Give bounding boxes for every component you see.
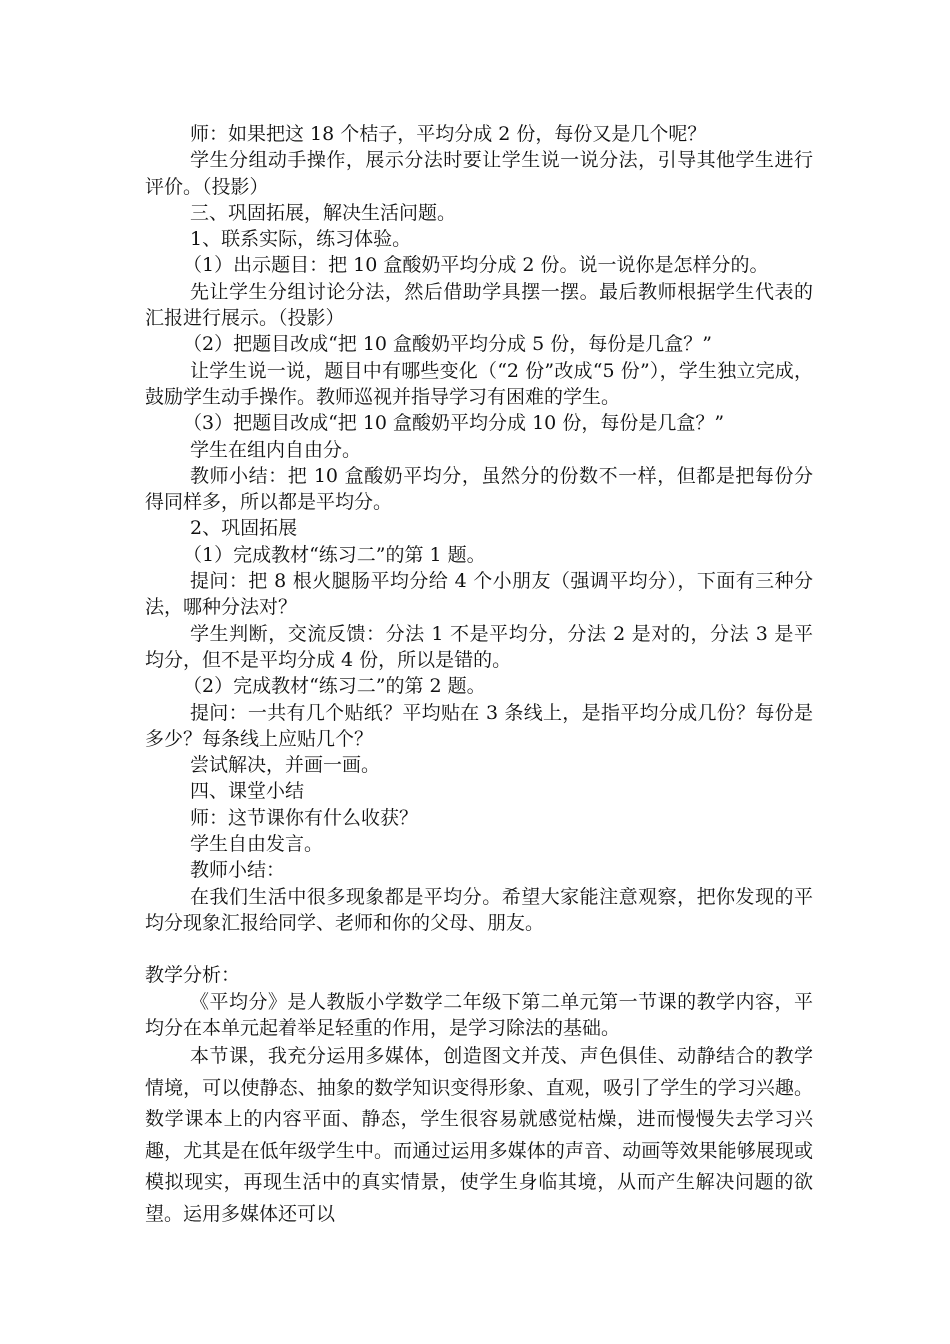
body-paragraph: 师：这节课你有什么收获？	[190, 806, 419, 829]
body-paragraph: （2）把题目改成“把 10 盒酸奶平均分成 5 份，每份是几盒？”	[183, 333, 712, 356]
body-paragraph: （3）把题目改成“把 10 盒酸奶平均分成 10 份，每份是几盒？”	[183, 412, 725, 435]
analysis-paragraph-1: 《平均分》是人教版小学数学二年级下第二单元第一节课的教学内容，平均分在本单元起着举足轻重的作用，是学习除法的基础。	[145, 990, 813, 1039]
body-paragraph: 学生判断，交流反馈：分法 1 不是平均分，分法 2 是对的，分法 3 是平均分，但不是平均分成 4 份，所以是错的。	[145, 622, 813, 671]
body-paragraph: 1、联系实际，练习体验。	[190, 228, 412, 251]
lesson-procedure-section	[145, 121, 813, 936]
body-paragraph: 学生在组内自由分。	[190, 438, 362, 461]
body-paragraph: 在我们生活中很多现象都是平均分。希望大家能注意观察，把你发现的平均分现象汇报给同学、老师和你的父母、朋友。	[145, 885, 813, 934]
body-paragraph: 2、巩固拓展	[190, 517, 298, 540]
body-paragraph: 三、巩固拓展，解决生活问题。	[190, 201, 457, 224]
body-paragraph: （1）出示题目：把 10 盒酸奶平均分成 2 份。说一说你是怎样分的。	[183, 254, 769, 277]
analysis-heading: 教学分析：	[145, 964, 241, 987]
body-paragraph: 学生分组动手操作，展示分法时要让学生说一说分法，引导其他学生进行评价。（投影）	[145, 149, 813, 198]
body-paragraph: 提问：一共有几个贴纸？平均贴在 3 条线上，是指平均分成几份？每份是多少？每条线上应贴几个？	[145, 701, 813, 750]
body-paragraph: 学生自由发言。	[190, 833, 324, 856]
body-paragraph: 教师小结：把 10 盒酸奶平均分，虽然分的份数不一样，但都是把每份分得同样多，所以都是平均分。	[145, 464, 813, 514]
section-gap	[145, 936, 813, 962]
body-paragraph: 教师小结：	[190, 859, 286, 882]
body-paragraph: 师：如果把这 18 个桔子，平均分成 2 份，每份又是几个呢？	[190, 123, 707, 145]
body-paragraph: 先让学生分组讨论分法，然后借助学具摆一摆。最后教师根据学生代表的汇报进行展示。（投影）	[145, 280, 813, 330]
body-paragraph: 四、课堂小结	[190, 780, 305, 803]
body-paragraph: （1）完成教材“练习二”的第 1 题。	[183, 543, 486, 566]
body-paragraph: 尝试解决，并画一画。	[190, 754, 381, 777]
document-body	[145, 121, 813, 1230]
body-paragraph: 让学生说一说，题目中有哪些变化（“2 份”改成“5 份”），学生独立完成，鼓励学生动手操作。教师巡视并指导学习有困难的学生。	[145, 359, 813, 408]
body-paragraph: （2）完成教材“练习二”的第 2 题。	[183, 675, 486, 698]
analysis-paragraph-2: 本节课，我充分运用多媒体，创造图文并茂、声色俱佳、动静结合的教学情境，可以使静态、抽象的数学知识变得形象、直观，吸引了学生的学习兴趣。数学课本上的内容平面、静态，学生很容易就感觉枯燥，进而慢慢失去学习兴趣，尤其是在低年级学生中。而通过运用多媒体的声音、动画等效果能够展现或模拟现实，再现生活中的真实情景，使学生身临其境，从而产生解决问题的欲望。运用多媒体还可以	[145, 1045, 813, 1225]
body-paragraph: 提问：把 8 根火腿肠平均分给 4 个小朋友（强调平均分），下面有三种分法，哪种分法对？	[145, 570, 813, 619]
teaching-analysis-section	[145, 962, 813, 1230]
